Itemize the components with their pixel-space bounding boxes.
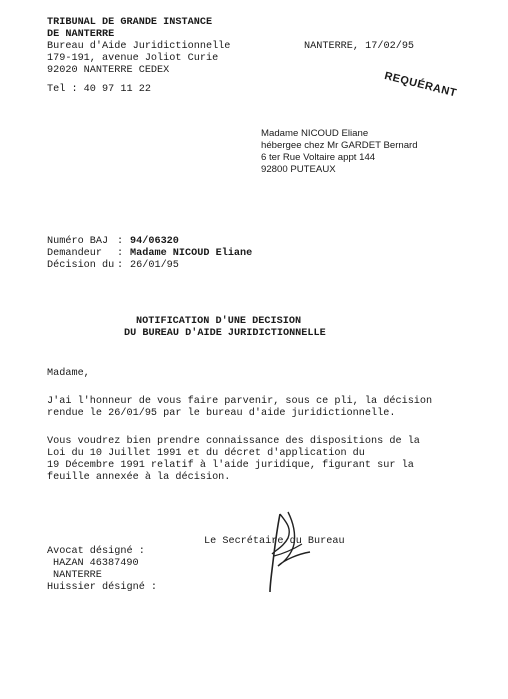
recipient-care-of: hébergee chez Mr GARDET Bernard bbox=[261, 140, 418, 151]
notification-heading-line2: DU BUREAU D'AIDE JURIDICTIONNELLE bbox=[124, 328, 326, 339]
paragraph1-line2: rendue le 26/01/95 par le bureau d'aide juridictionnelle. bbox=[47, 408, 396, 419]
avocat-label: Avocat désigné : bbox=[47, 546, 145, 557]
paragraph2-line1: Vous voudrez bien prendre connaissance des dispositions de la bbox=[47, 436, 420, 447]
baj-label: Numéro BAJ bbox=[47, 236, 109, 247]
court-name-line1: TRIBUNAL DE GRANDE INSTANCE bbox=[47, 17, 213, 28]
salutation: Madame, bbox=[47, 368, 90, 379]
paragraph2-line2: Loi du 10 Juillet 1991 et du décret d'application du bbox=[47, 448, 365, 459]
bureau-name: Bureau d'Aide Juridictionnelle bbox=[47, 41, 231, 52]
baj-value: 94/06320 bbox=[130, 236, 179, 247]
demandeur-label: Demandeur bbox=[47, 248, 103, 259]
decision-separator: : bbox=[117, 260, 124, 271]
notification-heading-line1: NOTIFICATION D'UNE DECISION bbox=[136, 316, 302, 327]
demandeur-separator: : bbox=[117, 248, 124, 259]
demandeur-value: Madame NICOUD Eliane bbox=[130, 248, 253, 259]
avocat-name: HAZAN 46387490 bbox=[53, 558, 139, 569]
paragraph2-line3: 19 Décembre 1991 relatif à l'aide juridique, figurant sur la bbox=[47, 460, 414, 471]
decision-value: 26/01/95 bbox=[130, 260, 179, 271]
signature-title: Le Secrétaire du Bureau bbox=[204, 536, 345, 547]
avocat-city: NANTERRE bbox=[53, 570, 102, 581]
place-date: NANTERRE, 17/02/95 bbox=[304, 41, 415, 52]
decision-label: Décision du bbox=[47, 260, 115, 271]
court-name-line2: DE NANTERRE bbox=[47, 29, 115, 40]
paragraph1-line1: J'ai l'honneur de vous faire parvenir, sous ce pli, la décision bbox=[47, 396, 433, 407]
sender-phone: Tel : 40 97 11 22 bbox=[47, 84, 151, 95]
handwritten-signature bbox=[258, 510, 314, 594]
huissier-label: Huissier désigné : bbox=[47, 582, 158, 593]
paragraph2-line4: feuille annexée à la décision. bbox=[47, 472, 231, 483]
recipient-name: Madame NICOUD Eliane bbox=[261, 128, 369, 139]
recipient-address: 6 ter Rue Voltaire appt 144 bbox=[261, 152, 376, 163]
requerant-stamp: REQUÉRANT bbox=[383, 70, 458, 100]
sender-street: 179-191, avenue Joliot Curie bbox=[47, 53, 219, 64]
baj-separator: : bbox=[117, 236, 124, 247]
recipient-city: 92800 PUTEAUX bbox=[261, 164, 336, 175]
sender-city: 92020 NANTERRE CEDEX bbox=[47, 65, 170, 76]
